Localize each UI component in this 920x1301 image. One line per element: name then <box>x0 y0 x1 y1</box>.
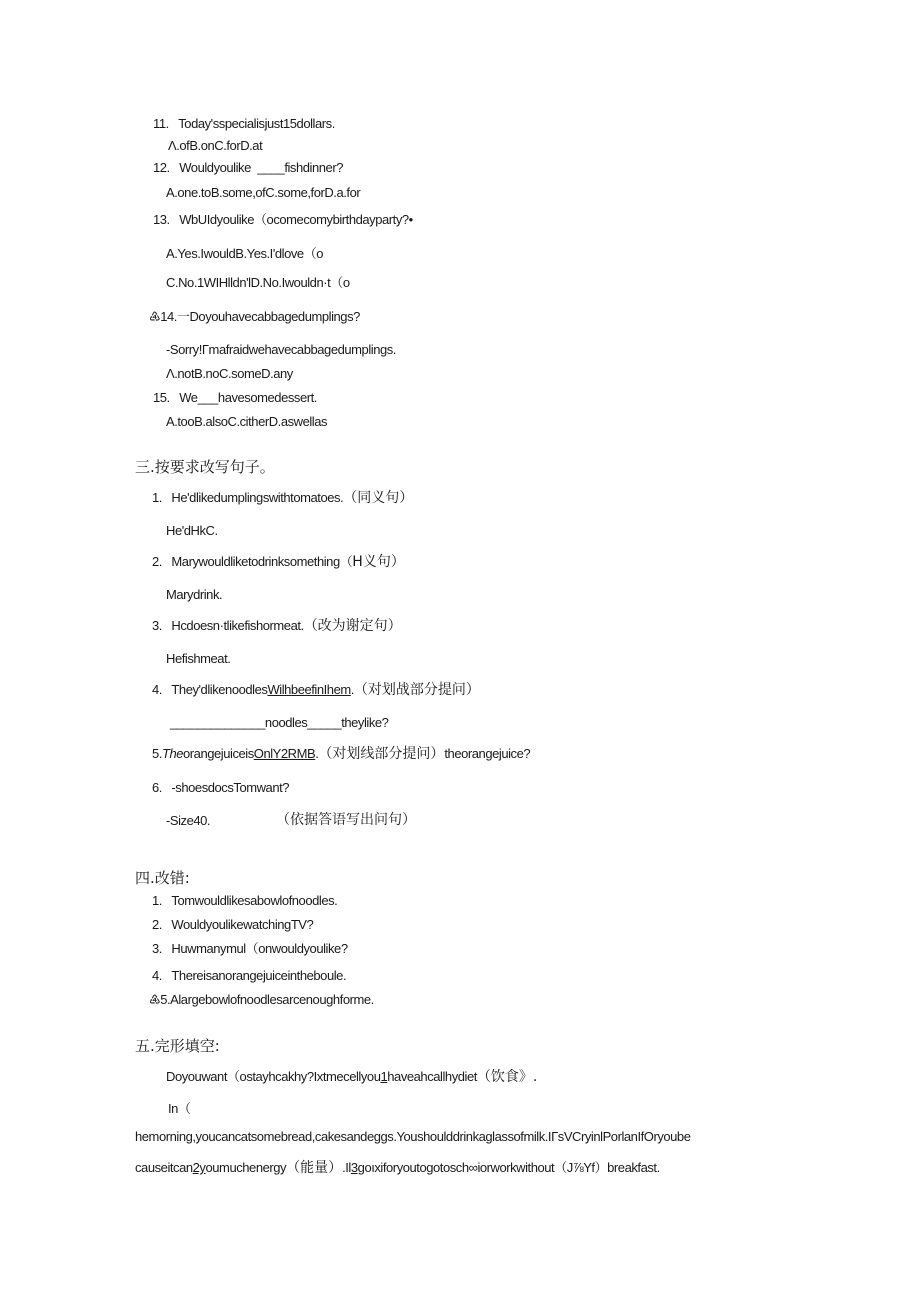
q13-options-line2: C.No.1WIHlldn'lD.No.Iwouldn·t（o <box>166 275 350 290</box>
s3-item6-answer: -Size40. <box>166 813 211 828</box>
s3-item5 <box>152 746 530 762</box>
s5-para4-text2: oumuchenergy <box>205 1160 287 1175</box>
s5-para3: hemorning,youcancatsomebread,cakesandeggs.Youshoulddrinkaglassofmilk.IΓsVCryinlPorlanIfOryoube <box>135 1129 691 1144</box>
section5-heading: 五.完形填空: <box>135 1037 220 1055</box>
s3-item5-italic: The <box>161 746 184 761</box>
s3-item5-tail: theorangejuice? <box>444 746 531 761</box>
section4-heading: 四.改错: <box>135 869 190 887</box>
s4-item2: 2. WouldyoulikewatchingTV? <box>152 917 314 932</box>
q11-options: Λ.ofB.onC.forD.at <box>168 138 263 153</box>
q13-stem: 13. WbUIdyoulike（ocomecomybirthdayparty?• <box>153 212 413 227</box>
q14-options: Λ.notB.noC.someD.any <box>166 366 293 381</box>
s3-item6-note: （依据答语写出问句） <box>276 812 416 828</box>
s3-item1-text: 1. He'dlikedumplingswithtomatoes. <box>152 490 344 505</box>
q11-stem: 11. Today'sspecialisjust15dollars. <box>153 116 335 131</box>
s5-para4-text3: .Il <box>342 1160 351 1175</box>
q14-reply: -Sorry!Γmafraidwehavecabbagedumplings. <box>166 342 396 357</box>
s5-para4-text4: oıxiforyoutogotosch∞iorworkwithout（J⅞Yf）breakfast. <box>364 1160 660 1175</box>
section3-heading: 三.按要求改写句子。 <box>135 458 275 476</box>
s3-item5-underlined: OnlY2RMB <box>253 746 316 761</box>
s3-item4 <box>152 682 480 698</box>
s3-item1-answer: He'dHkC. <box>166 523 218 538</box>
s4-item5: ♶5.Alargebowlofnoodlesarcenoughforme. <box>149 992 374 1007</box>
s5-blank-3: 3g <box>350 1160 365 1175</box>
s4-item1: 1. Tomwouldlikesabowlofnoodles. <box>152 893 338 908</box>
s4-item4: 4. Thereisanorangejuiceintheboule. <box>152 968 347 983</box>
s5-para2: In（ <box>168 1101 191 1116</box>
q15-options: A.tooB.alsoC.citherD.aswellas <box>166 414 328 429</box>
q13-options-line1: A.Yes.IwouldB.Yes.I'dlove（o <box>166 246 324 261</box>
s3-item3-answer: Hefishmeat. <box>166 651 231 666</box>
s3-item4-note: （对划战部分提问） <box>353 682 480 698</box>
s3-item4-period: . <box>350 682 354 697</box>
s5-para4-text: causeitcan <box>135 1160 193 1175</box>
s4-item3: 3. Huwmanymul（onwouldyoulike? <box>152 941 348 956</box>
q14-stem: ♶14.一Doyouhavecabbagedumplings? <box>149 309 360 324</box>
s3-item2 <box>152 554 405 570</box>
s3-item5-period: . <box>315 746 319 761</box>
q12-options: A.one.toB.some,ofC.some,forD.a.for <box>166 185 361 200</box>
s3-item5-note: （对划线部分提问） <box>318 746 445 762</box>
s3-item2-text: 2. Marywouldliketodrinksomething（ <box>152 554 353 569</box>
s5-para1-text: Doyouwant（ostayhcakhy?Ixtmecellyou <box>166 1069 381 1084</box>
s3-item4-answer: ______________noodles_____theylike? <box>170 715 389 730</box>
s3-item3-text: 3. Hcdoesn·tlikefishormeat. <box>152 618 304 633</box>
s5-para4 <box>135 1160 660 1176</box>
s3-item5-prefix: 5. <box>152 746 162 761</box>
s3-item6: 6. -shoesdocsTomwant? <box>152 780 290 795</box>
s5-para1 <box>166 1069 537 1085</box>
s3-item2-answer: Marydrink. <box>166 587 223 602</box>
s3-item4-underlined: WilhbeefinIhem <box>267 682 351 697</box>
s5-blank-1: 1 <box>380 1069 388 1084</box>
s5-para1-text2: haveahcallhydiet <box>387 1069 477 1084</box>
s3-item2-note: H义句） <box>352 554 405 570</box>
s5-para1-note: （饮食》. <box>476 1069 538 1085</box>
s3-item1 <box>152 490 413 506</box>
q15-stem: 15. We___havesomedessert. <box>153 390 317 405</box>
s5-para4-note: （能量） <box>286 1160 343 1176</box>
s3-item3 <box>152 618 402 634</box>
s3-item4-text: 4. They'dlikenoodles <box>152 682 268 697</box>
s3-item1-note: （同义句） <box>343 490 414 506</box>
q12-stem: 12. Wouldyoulike ____fishdinner? <box>153 160 343 175</box>
s3-item3-note: （改为谢定句） <box>303 618 402 634</box>
s5-blank-2: 2y <box>192 1160 206 1175</box>
s3-item5-text: orangejuiceis <box>183 746 254 761</box>
